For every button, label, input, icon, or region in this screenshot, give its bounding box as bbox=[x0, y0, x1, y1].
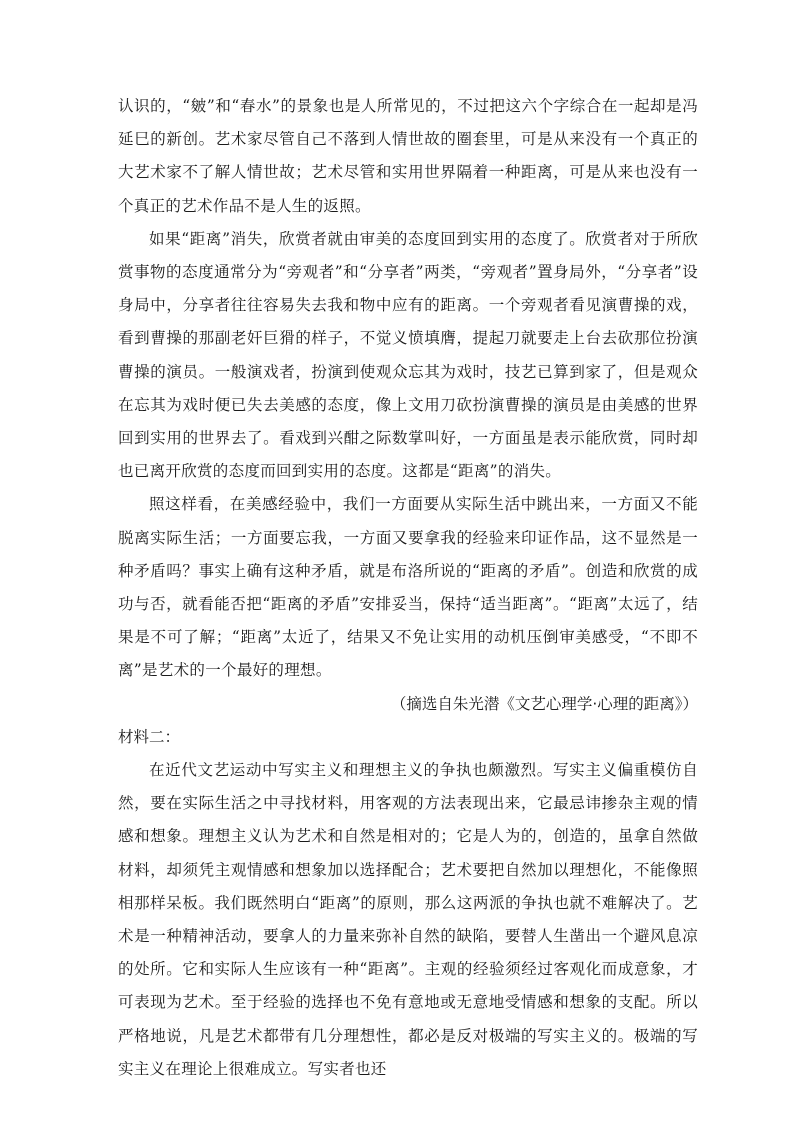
document-page bbox=[118, 90, 698, 1086]
paragraph-3: 照这样看，在美感经验中，我们一方面要从实际生活中跳出来，一方面又不能脱离实际生活；一方面要忘我，一方面又要拿我的经验来印证作品，这不显然是一种矛盾吗？事实上确有这种矛盾，就是布洛所说的“距离的矛盾”。创造和欣赏的成功与否，就看能否把“距离的矛盾”安排妥当，保持“适当距离”。“距离”太远了，结果是不可了解；“距离”太近了，结果又不免让实用的动机压倒审美感受，“不即不离”是艺术的一个最好的理想。 bbox=[118, 495, 698, 680]
paragraph-1: 认识的，“皴”和“春水”的景象也是人所常见的，不过把这六个字综合在一起却是冯延巳的新创。艺术家尽管自己不落到人情世故的圈套里，可是从来没有一个真正的大艺术家不了解人情世故；艺术尽管和实用世界隔着一种距离，可是从来也没有一个真正的艺术作品不是人生的返照。 bbox=[118, 97, 698, 215]
material-two-heading: 材料二： bbox=[118, 727, 181, 746]
paragraph-4: 在近代文艺运动中写实主义和理想主义的争执也颇激烈。写实主义偏重模仿自然，要在实际生活之中寻找材料，用客观的方法表现出来，它最忌讳掺杂主观的情感和想象。理想主义认为艺术和自然是相对的；它是人为的，创造的，虽拿自然做材料，却须凭主观情感和想象加以选择配合；艺术要把自然加以理想化，不能像照相那样呆板。我们既然明白“距离”的原则，那么这两派的争执也就不难解决了。艺术是一种精神活动，要拿人的力量来弥补自然的缺陷，要替人生凿出一个避风息凉的处所。它和实际人生应该有一种“距离”。主观的经验须经过客观化而成意象，才可表现为艺术。至于经验的选择也不免有意地或无意地受情感和想象的支配。所以严格地说，凡是艺术都带有几分理想性，都必是反对极端的写实主义的。极端的写实主义在理论上很难成立。写实者也还 bbox=[118, 761, 698, 1078]
paragraph-2: 如果“距离”消失，欣赏者就由审美的态度回到实用的态度了。欣赏者对于所欣赏事物的态度通常分为“旁观者”和“分享者”两类，“旁观者”置身局外，“分享者”设身局中，分享者往往容易失去我和物中应有的距离。一个旁观者看见演曹操的戏，看到曹操的那副老奸巨猾的样子，不觉义愤填膺，提起刀就要走上台去砍那位扮演曹操的演员。一般演戏者，扮演到使观众忘其为戏时，技艺已算到家了，但是观众在忘其为戏时便已失去美感的态度，像上文用刀砍扮演曹操的演员是由美感的世界回到实用的世界去了。看戏到兴酣之际数掌叫好，一方面虽是表示能欣赏，同时却也已离开欣赏的态度而回到实用的态度。这都是“距离”的消失。 bbox=[118, 229, 698, 481]
source-citation: （摘选自朱光潜《文艺心理学·心理的距离》） bbox=[390, 694, 698, 713]
